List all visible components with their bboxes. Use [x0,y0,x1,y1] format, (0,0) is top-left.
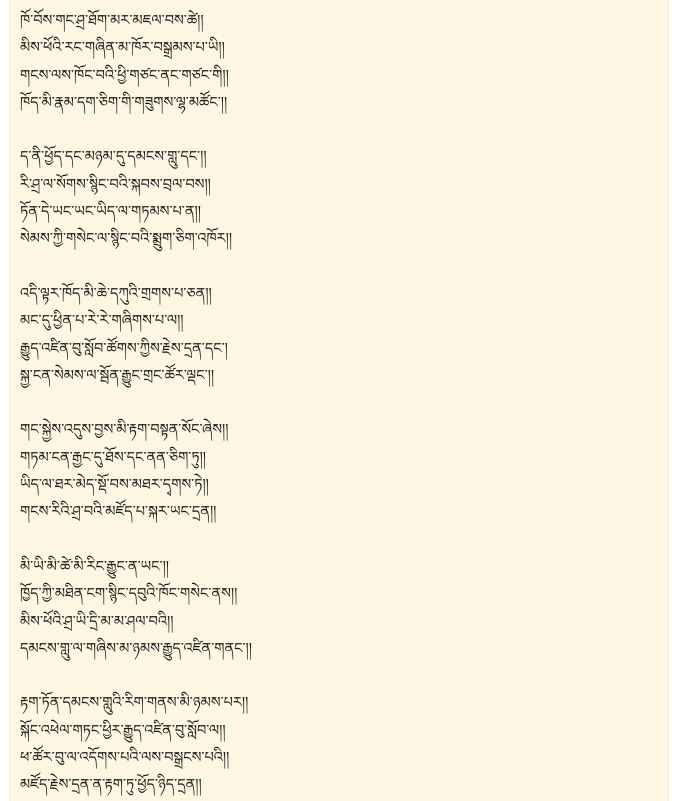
poem-line: སེམས་ཀྱི་གསེང་ལ་སྙིང་བའི་སྨྲུག་ཅིག་འཁོར།། [20,231,233,248]
poem-line: གངས་ལས་ཁོང་བའི་ཕྱི་གཙང་ནང་གཙང་གི།། [20,67,229,84]
poem-line: གཏམ་ངན་རྒྱང་དུ་ཐོས་དང་ནན་ཅིག་ཏུ།། [20,449,207,466]
stanza-gap [20,663,660,690]
poem-line: རྟག་ཏོན་དམངས་གླུའི་རིག་གནས་མི་ཉམས་པར།། [20,695,249,712]
poem-line: རྒྱུད་འཛིན་བུ་སློབ་ཚོགས་ཀྱིས་རྗེས་དྲན་དང་། [20,340,228,357]
stanza-gap [20,527,660,554]
poem-line: མིས་ཕོའི་རང་གཞིན་མ་ཁོར་བསྒྲམས་པ་ཡི།། [20,40,225,57]
poem-line: སྐྱ་ངན་སེམས་ལ་སྦོན་རྒྱུང་གྲང་ཚོར་ལྡང་།། [20,367,215,384]
poem-text [20,8,660,800]
poem-line: དམངས་གླུ་ལ་གཞིས་མ་ཉམས་རྒྱུད་འཛིན་གནང་།། [20,640,252,657]
poem-line: ཡིད་ལ་ཐར་མེད་སྡོ་བས་མཐར་དྭགས་ཏེ།། [20,477,209,494]
poem-line: གངས་རིའི་ཤྲ་བའི་མཛོད་པ་སྐར་ཡང་དྲན།། [20,504,217,521]
stanza-gap [20,390,660,417]
document-page [10,0,668,801]
poem-line: ཁྱོད་ཀྱི་མཐིན་ངག་སྙིང་དབུའི་ཁོང་གསེང་ནས།། [20,586,238,603]
stanza-gap [20,117,660,144]
poem-line: ད་ནི་ཕྱོད་དང་མཉམ་དུ་དམངས་གླུ་དང་།། [20,149,207,166]
poem-line: མིས་ཕོའི་ཤྲ་ཡི་དྲི་མ་མ་ཤལ་བའི།། [20,613,174,630]
poem-line: སྐོང་འཕེལ་གཏང་ཕྱིར་རྒྱུད་འཛིན་བུ་སློབ་ལ།། [20,722,226,739]
poem-line: གང་སྐྱེས་འདུས་བྱས་མི་རྟག་བསྟན་སོང་ཞེས།། [20,422,229,439]
poem-line: ཁོ་བོས་གང་ཤྲ་ཐོག་མར་མཇལ་བས་ཚེ།། [20,13,204,29]
poem-line: ཏོན་དེ་ཡང་ཡང་ཡིད་ལ་གཏམས་པ་ན།། [20,204,201,221]
poem-line: མཛོད་རྗེས་དྲན་ན་རྟག་ཏུ་ཕྱོད་ཉིད་དྲན།། [20,777,202,794]
poem-line: ཕ་ཚོར་བུ་ལ་འདོགས་པའི་ལས་བསྒྲངས་པའི།། [20,750,230,767]
stanza-gap [20,254,660,281]
poem-line: ཁོད་མི་རྣམ་དག་ཅིག་གི་གཟུགས་ལྷ་མཚོང་།། [20,94,228,111]
poem-line: མི་ཡི་མི་ཚེ་མི་རིང་རྒྱུང་ན་ཡང་།། [20,558,170,575]
poem-line: རི་ཤྲ་ལ་སོགས་སྙིང་བའི་སྐབས་བྲལ་བས།། [20,176,211,193]
poem-line: མང་དུ་ཕྱིན་པ་རེ་རེ་གཞིགས་པ་ལ།། [20,313,184,330]
poem-line: འདི་ལྟར་ཁོད་མི་ཆེ་དཀུའི་གྲགས་པ་ཅན།། [20,285,212,302]
